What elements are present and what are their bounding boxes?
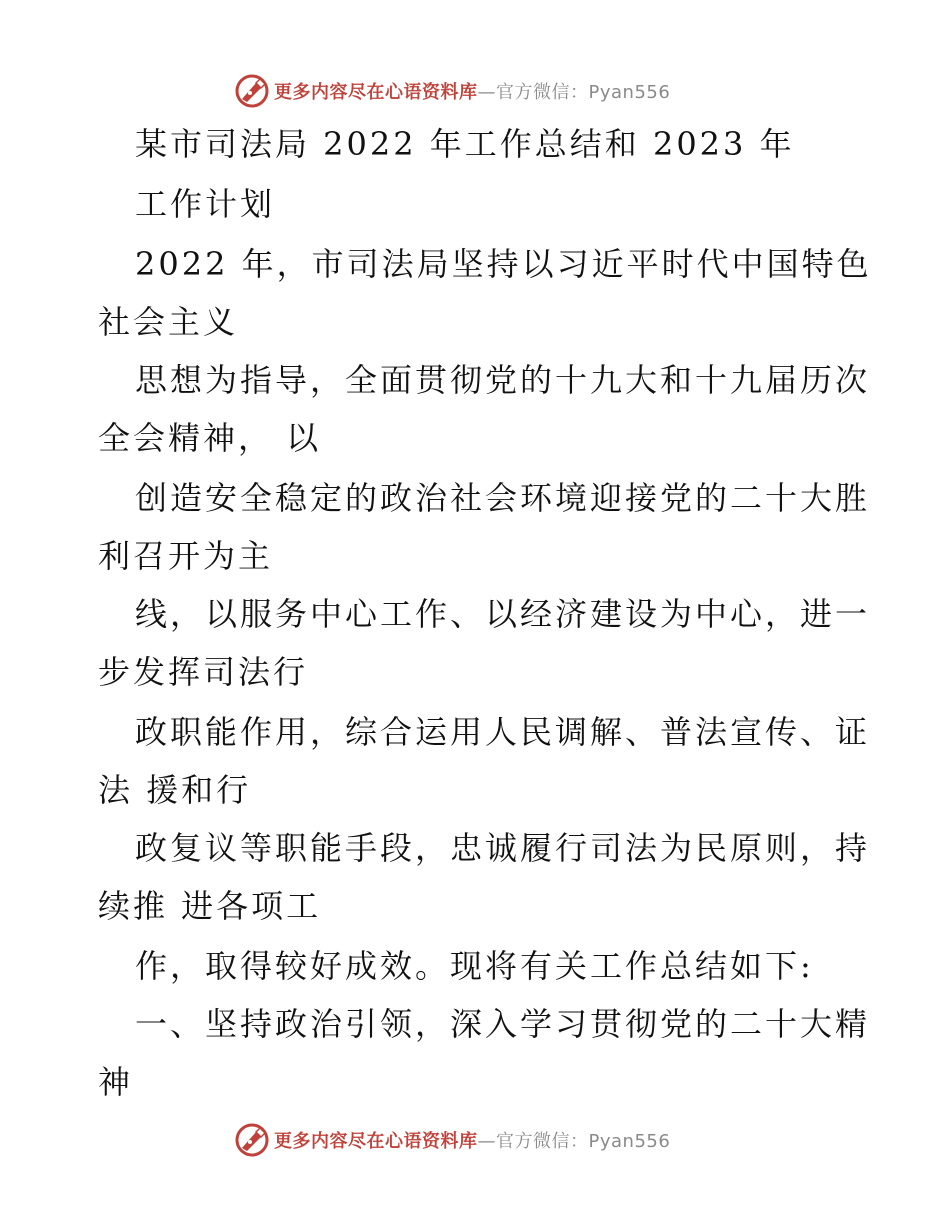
header-watermark bbox=[234, 72, 670, 110]
doc-text-line: 利召开为主 bbox=[98, 537, 274, 575]
pen-nib-logo-icon bbox=[234, 73, 270, 109]
section-heading-line: 一、坚持政治引领，深入学习贯彻党的二十大精 bbox=[135, 1005, 871, 1043]
doc-text-line: 全会精神， 以 bbox=[98, 419, 322, 457]
doc-text-line: 2022 年，市司法局坚持以习近平时代中国特色 bbox=[135, 245, 872, 283]
section-heading-line: 神 bbox=[98, 1063, 134, 1101]
watermark-text: 更多内容尽在心语资料库 bbox=[274, 1131, 478, 1152]
doc-text-line: 社会主义 bbox=[98, 303, 239, 341]
doc-text-line: 线，以服务中心工作、以经济建设为中心，进一 bbox=[135, 595, 871, 633]
doc-title-line-2: 工作计划 bbox=[135, 185, 276, 223]
doc-text-line: 步发挥司法行 bbox=[98, 653, 309, 691]
doc-text-line: 作，取得较好成效。现将有关工作总结如下: bbox=[135, 947, 814, 985]
watermark-contact: —官方微信：Pyan556 bbox=[477, 82, 671, 103]
footer-watermark bbox=[234, 1121, 670, 1159]
doc-text-line: 思想为指导，全面贯彻党的十九大和十九届历次 bbox=[135, 361, 871, 399]
pen-nib-logo-icon bbox=[234, 1122, 270, 1158]
doc-text-line: 创造安全稳定的政治社会环境迎接党的二十大胜 bbox=[135, 479, 871, 517]
doc-text-line: 法 援和行 bbox=[98, 771, 252, 809]
watermark-text: 更多内容尽在心语资料库 bbox=[274, 82, 478, 103]
doc-text-line: 续推 进各项工 bbox=[98, 887, 322, 925]
doc-text-line: 政职能作用，综合运用人民调解、普法宣传、证 bbox=[135, 713, 871, 751]
doc-text-line: 政复议等职能手段，忠诚履行司法为民原则，持 bbox=[135, 829, 871, 867]
watermark-contact: —官方微信：Pyan556 bbox=[477, 1131, 671, 1152]
doc-title-line-1: 某市司法局 2022 年工作总结和 2023 年 bbox=[135, 125, 795, 163]
